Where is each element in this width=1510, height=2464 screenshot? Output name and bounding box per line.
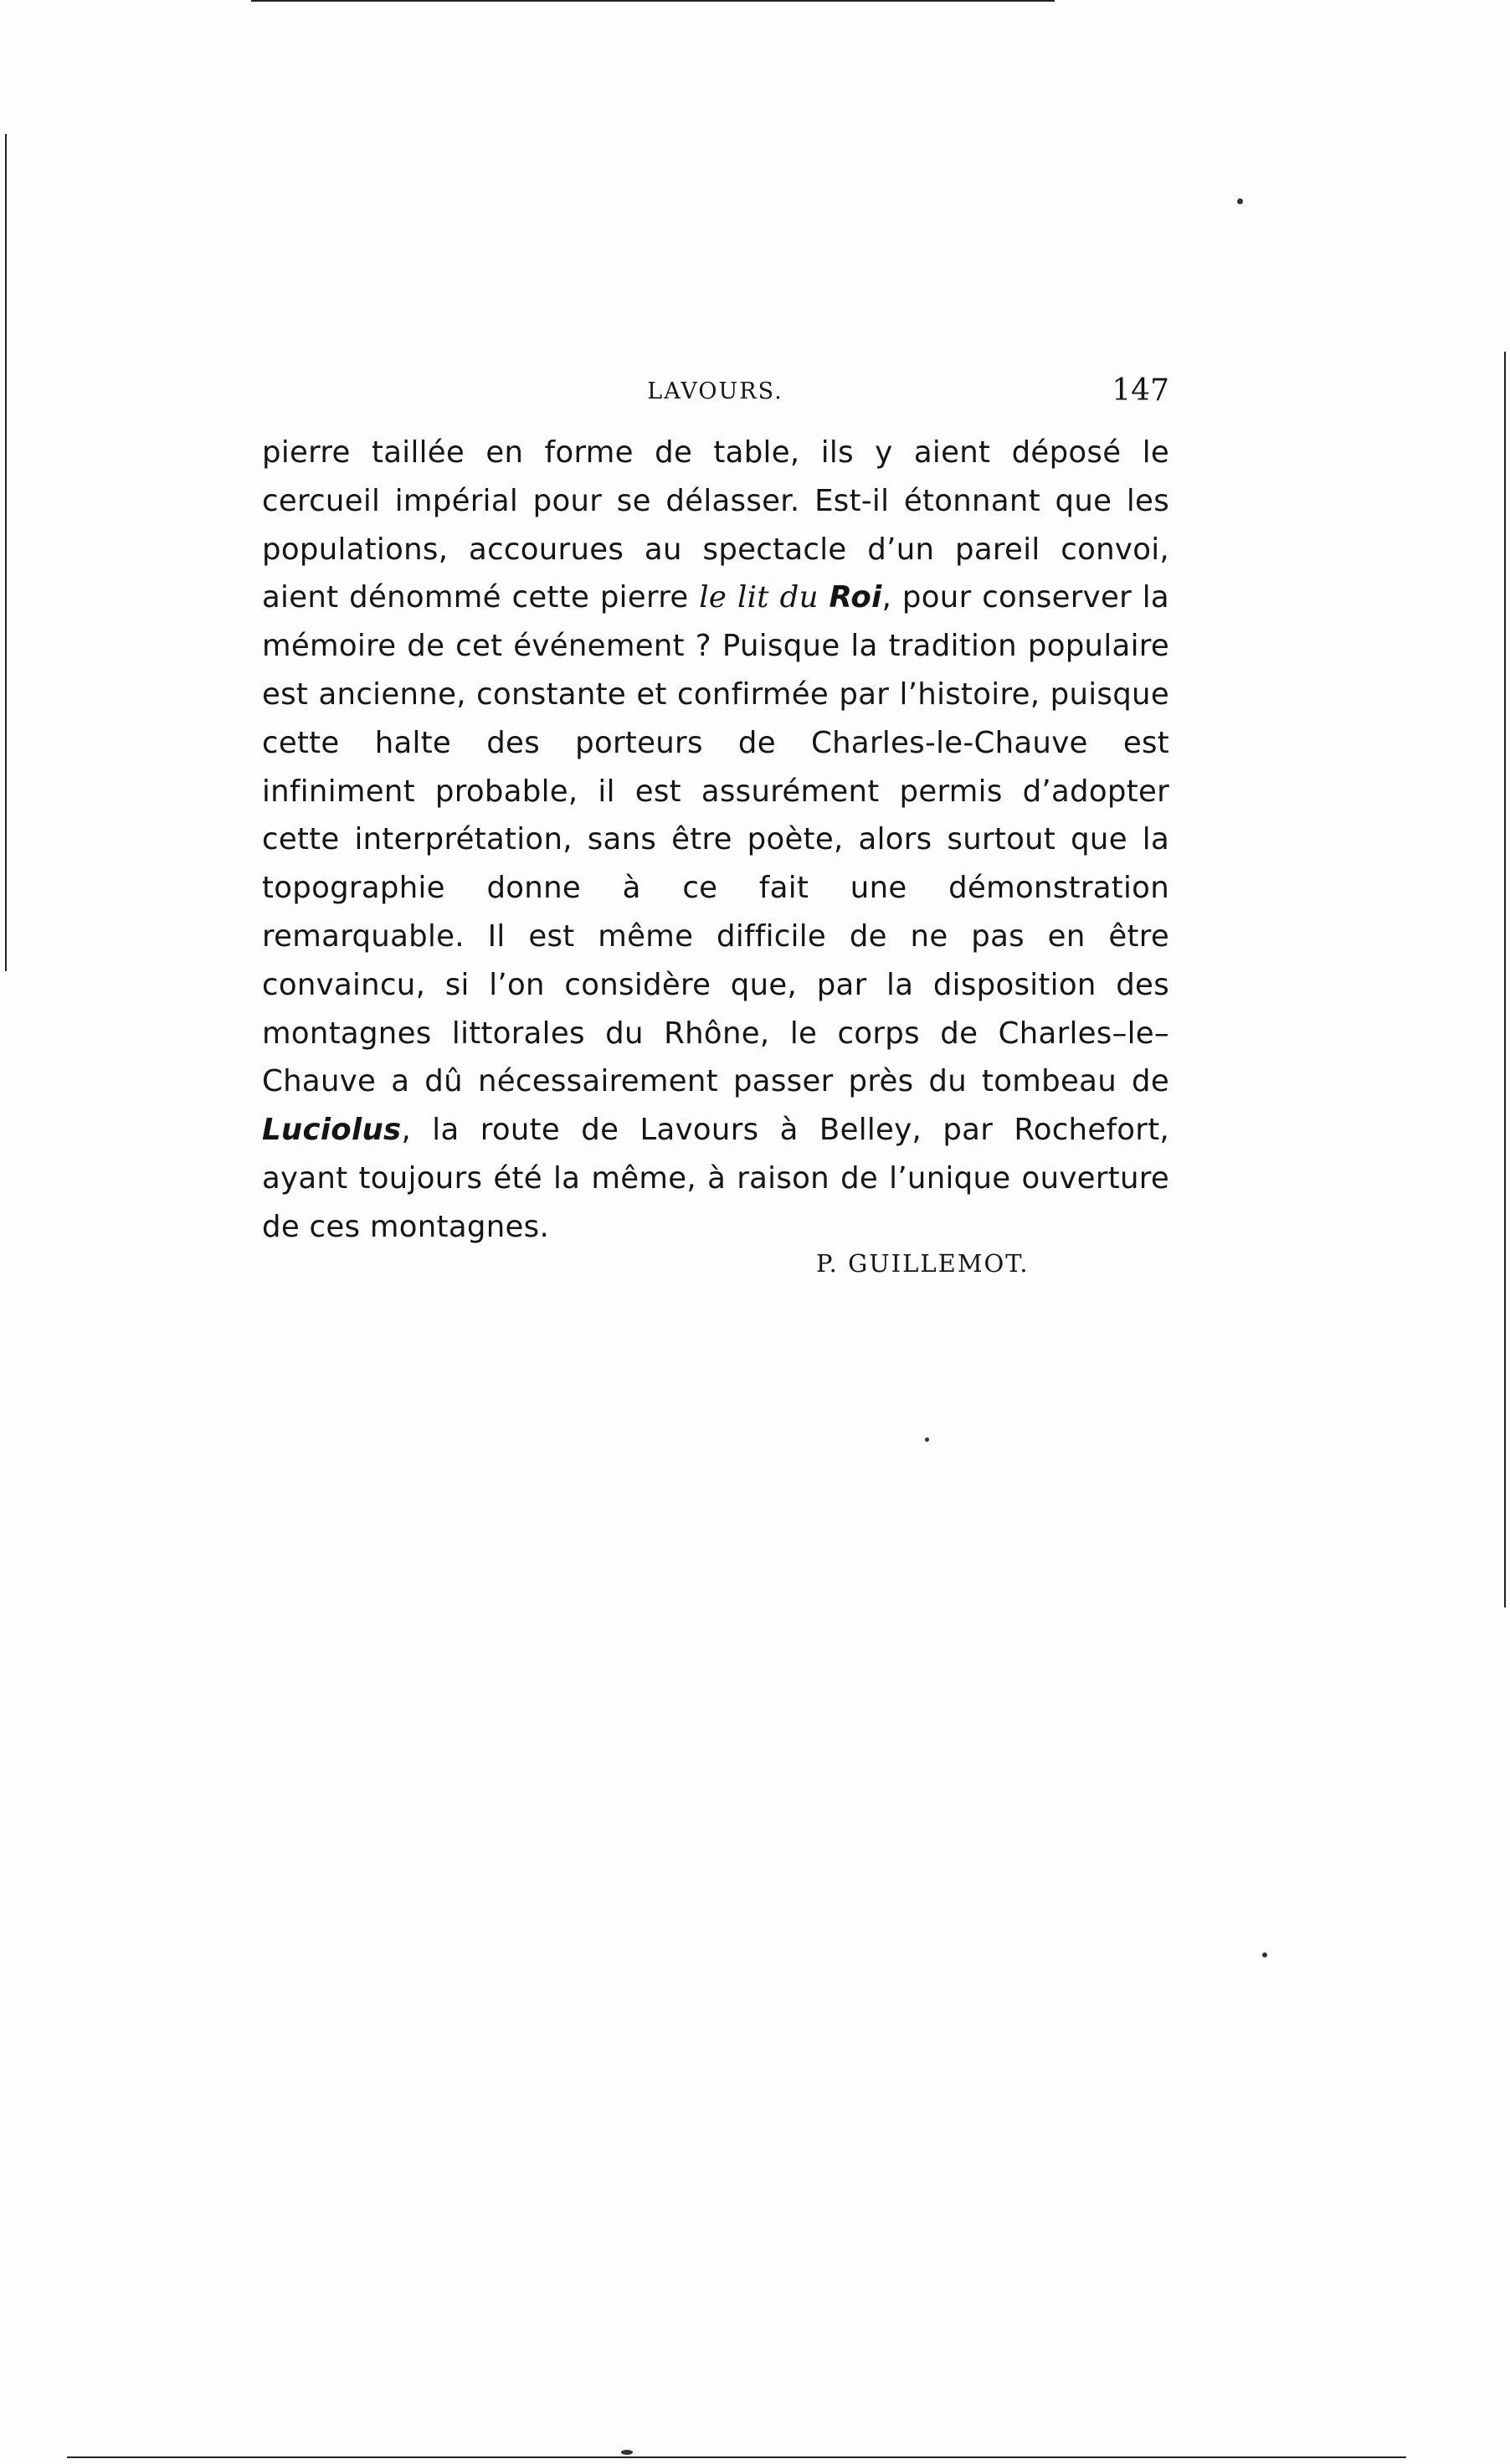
text-segment: , pour conserver la mémoire de cet événement ? Puisque la tradition populaire est ancienne, constante et confirmée par l’histoire, puisque cette halte des porteurs de Charles-le-Chauve est infiniment probable, il est assurément permis d’adopter cette interprétation, sans être poète, alors surtout que la topographie donne à ce fait une démonstration remarquable. Il est même difficile de ne pas en être convaincu, si l’on considère que, par la disposition des montagnes littorales du Rhône, le corps de Charles–le–Chauve a dû nécessairement passer près du tombeau de bbox=[262, 580, 1169, 1099]
text-segment: pierre taillée en forme de table, ils y aient déposé le cercueil impérial pour se délasser. Est-il étonnant que les populations, accourues au spectacle d’un pareil convoi, aient dénommé cette pierre bbox=[262, 435, 1169, 615]
scan-edge-top bbox=[251, 0, 1055, 2]
text-segment: , la route de Lavours à Belley, par Rochefort, ayant toujours été la même, à raison de l’unique ouverture de ces montagnes. bbox=[262, 1113, 1169, 1244]
italic-text: le lit du bbox=[699, 580, 819, 615]
scan-speck bbox=[925, 1438, 929, 1442]
scan-edge-left bbox=[5, 134, 7, 971]
body-paragraph bbox=[262, 429, 1169, 1252]
scan-speck bbox=[1262, 1952, 1267, 1957]
scan-speck bbox=[1237, 198, 1243, 204]
italic-bold-text: Roi bbox=[829, 580, 882, 615]
running-header bbox=[261, 373, 1169, 420]
author-signature: P. GUILLEMOT. bbox=[816, 1249, 1030, 1278]
scan-edge-bottom bbox=[67, 2456, 1406, 2458]
italic-bold-text: Luciolus bbox=[262, 1113, 402, 1148]
page-number: 147 bbox=[1112, 373, 1169, 408]
scan-speck bbox=[621, 2450, 633, 2455]
scan-edge-right bbox=[1504, 352, 1506, 1608]
running-title: LAVOURS. bbox=[647, 378, 783, 404]
